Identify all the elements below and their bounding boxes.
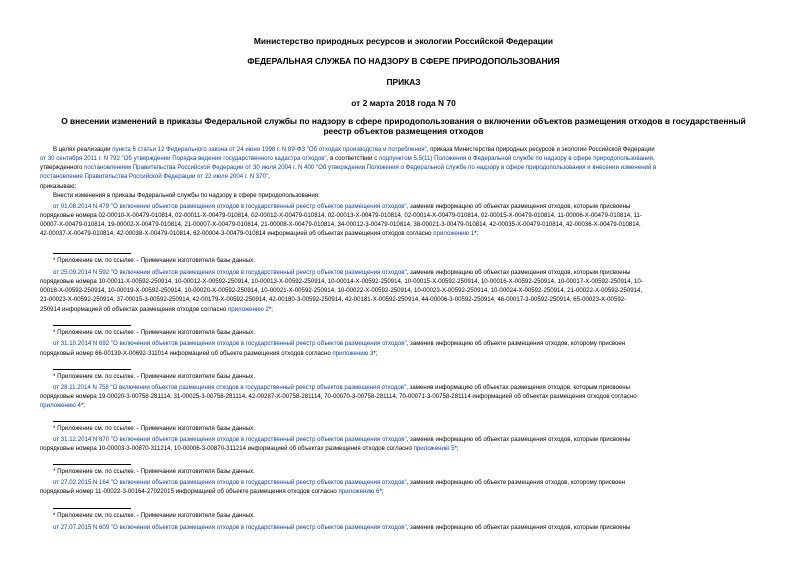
order-692-link[interactable]: от 31.10.2014 N 692 "О включении объектов размещения отходов в государственный реестр объектов размещения отходов" [53,340,407,347]
decree-370-link[interactable]: постановление Правительства Российской Федерации от 22 июля 2004 г. N 370" [40,173,269,180]
item-text: 250914 информацией об объектах размещения отходов согласно [40,306,228,313]
item-2-line-5 [40,306,785,314]
order-592-link[interactable]: от 25.09.2014 N 592 "О включении объектов размещения отходов в государственный реестр объектов размещения отходов" [53,269,407,276]
item-1-line-4 [40,230,785,238]
footnote-divider [53,508,131,509]
regulation-5-5-link[interactable]: подпунктом 5.5(11) Положения о Федеральной службе по надзору в сфере природопользования [378,155,653,162]
item-text: , заменив информацию об объекте размещения отходов, которому присвоен [406,340,626,347]
order-479-link[interactable]: от 01.08.2014 N 479 "О включении объектов размещения отходов в государственный реестр объектов размещения отходов" [53,203,407,210]
item-6-line-2 [40,488,785,496]
item-3-line-1 [53,340,785,348]
doc-type-heading: ПРИКАЗ [386,77,421,87]
item-text: *; [474,230,479,237]
doc-title-line-1: О внесении изменений в приказы Федеральной службы по надзору в сфере природопользования о включении объектов размещения отходов в государственный [61,116,746,126]
appendix-6-link[interactable]: приложению 6 [338,488,380,495]
preamble-text: , приказа Министерства природных ресурсов и экологии Российской Федерации [426,146,655,153]
item-text: 42-00037-Х-00479-010814, 42-00038-Х-00479-010814, 62-00004-3-00479-010814 информацией об объектах размещения отходов согласно [40,230,434,237]
law-89fz-link[interactable]: пункта 6 статьи 12 Федерального закона от 24 июня 1998 г. N 89-ФЗ "Об отходах производства и потребления" [112,146,427,153]
footnote-divider [53,369,131,370]
item-4-line-3 [40,402,785,410]
item-2-line-2: порядковые номера 10-00011-Х-00592-250914, 10-00012-Х-00592-250914, 10-00013-Х-00592-250914, 10-00014-Х-00592-250914, 10-00015-Х-00592-250914, 10-00016-Х-00592-250914, 10-00017-Х-00592-250914, 10- [40,278,643,285]
changes-intro: Внести изменения в приказы Федеральной службы по надзору в сфере природопользования: [53,192,320,199]
decree-400-link[interactable]: постановлением Правительства Российской Федерации от 30 июля 2004 г. N 400 "Об утверждении Положения о Федеральной службе по надзору в сфере природопользования и внесении изменений в [84,164,657,171]
order-758-link[interactable]: от 28.11.2014 N 758 "О включении объектов размещения отходов в государственный реестр объектов размещения отходов" [53,384,407,391]
item-5-line-1 [53,436,785,444]
item-text: , заменив информацию об объектах размещения отходов, которым присвоены [406,203,631,210]
doc-date: от 2 марта 2018 года N 70 [351,98,456,108]
footnote-1: * Приложение см. по ссылке. - Примечание изготовителя базы данных. [53,257,255,264]
footnote-divider [53,464,131,465]
item-text: *; [454,445,459,452]
item-4-line-1 [53,384,785,392]
preamble-line-2 [40,155,785,163]
order-792-link[interactable]: от 30 сентября 2011 г. N 792 "Об утверждении Порядка ведения государственного кадастра отходов" [40,155,327,162]
order-164-link[interactable]: от 27.02.2015 N 164 "О включении объектов размещения отходов в государственный реестр объектов размещения отходов" [53,479,407,486]
footnote-4: * Приложение см. по ссылке. - Примечание изготовителя базы данных. [53,425,255,432]
preamble-line-1 [53,146,785,154]
item-text: *; [379,488,384,495]
appendix-3-link[interactable]: приложению 3 [332,350,374,357]
item-4-line-2: порядковые номера 19-00020-3-00758-281114, 31-00025-3-00758-281114, 42-00287-Х-00758-281114, 70-00070-3-00758-281114, 70-00071-3-00758-281114 информацией об объектах размещения отходов согласно [40,393,637,400]
order-609-link[interactable]: от 27.07.2015 N 609 "О включении объектов размещения отходов в государственный реестр объектов размещения отходов" [53,524,407,531]
item-text: порядковый номер 66-00139-Х-00692-311014 информацией об объекте размещения отходов согласно [40,350,333,357]
item-text: , заменив информацию об объекте размещения отходов, которому присвоен [406,479,626,486]
item-1-line-1 [53,203,785,211]
item-text: , заменив информацию об объектах размещения отходов, которым присвоены [406,524,631,531]
item-text: *; [268,306,273,313]
item-1-line-2: порядковые номера 02-00010-Х-00479-010814, 02-00011-Х-00479-010814, 02-00012-Х-00479-010814, 02-00013-Х-00479-010814, 02-00014-Х-00479-010814, 02-00015-Х-00479-010814, 11-00006-Х-00479-010814, 11- [40,212,642,219]
doc-title-line-2: реестр объектов размещения отходов [323,126,484,136]
preamble-text: утвержденного [40,164,85,171]
footnote-5: * Приложение см. по ссылке. - Примечание изготовителя базы данных. [53,468,255,475]
item-6-line-1 [53,479,785,487]
item-text: , заменив информацию об объектах размещения отходов, которым присвоены [406,436,631,443]
appendix-5-link[interactable]: приложению 5 [413,445,455,452]
footnote-3: * Приложение см. по ссылке. - Примечание изготовителя базы данных. [53,373,255,380]
appendix-4-link[interactable]: приложению 4 [40,402,81,409]
preamble-line-3 [40,164,785,172]
item-text: , заменив информацию об объектах размещения отходов, которым присвоены [406,384,630,391]
item-3-line-2 [40,350,785,358]
item-2-line-1 [53,269,785,277]
footnote-divider [53,421,131,422]
ministry-heading: Министерство природных ресурсов и экологии Российской Федерации [253,36,554,46]
order-word: приказываю: [40,183,77,190]
item-2-line-3: 00018-Х-00592-250914, 10-00019-Х-00592-250914, 10-00020-Х-00592-250914, 10-00021-Х-00592-250914, 10-00022-Х-00592-250914, 10-00023-Х-00592-250914, 10-00024-Х-00592-250914, 21-00022-Х-00592-250914, [40,287,643,294]
footnote-2: * Приложение см. по ссылке. - Примечание изготовителя базы данных. [53,329,255,336]
item-text: *; [373,350,378,357]
service-heading: ФЕДЕРАЛЬНАЯ СЛУЖБА ПО НАДЗОРУ В СФЕРЕ ПРИРОДОПОЛЬЗОВАНИЯ [247,56,560,66]
item-text: , заменив информацию об объектах размещения отходов, которым присвоены [406,269,631,276]
preamble-text: , [652,155,655,162]
item-7-line-1 [53,524,785,532]
item-5-line-2 [40,445,785,453]
item-text: порядковый номер 11-00022-3-00164-27022015 информацией об объекте размещения отходов согласно [40,488,339,495]
footnote-6: * Приложение см. по ссылке. - Примечание изготовителя базы данных. [53,512,255,519]
item-text: *; [80,402,86,409]
appendix-2-link[interactable]: приложению 2 [227,306,269,313]
footnote-divider [53,253,131,254]
item-1-line-3: 00007-Х-00479-010814, 19-00002-Х-00479-010814, 21-00007-Х-00479-010814, 21-00008-Х-00479-010814, 34-00012-3-00479-010814, 38-00021-3-00479-010814, 42-00035-Х-00479-010814, 42-00036-Х-00479-010814, [40,221,641,228]
preamble-text: , в соответствии с [326,155,379,162]
preamble-line-4 [40,173,785,181]
preamble-text: В целях реализации [53,146,113,153]
preamble-text: , [268,173,270,180]
item-2-line-4: 21-00023-Х-00592-250914, 37-00015-3-00592-250914, 42-00179-Х-00592-250914, 42-00180-3-00592-250914, 42-00181-Х-00592-250914, 44-00006-3-00592-250914, 46-00017-3-00592-250914, 65-00023-Х-00592- [40,296,627,303]
footnote-divider [53,325,131,326]
appendix-1-link[interactable]: приложению 1 [433,230,475,237]
item-text: порядковые номера 10-00003-3-00870-311214, 10-00006-3-00870-311214 информацией об объектах размещения отходов согласно [40,445,414,452]
order-870-link[interactable]: от 31.12.2014 N 870 "О включении объектов размещения отходов в государственный реестр объектов размещения отходов" [53,436,407,443]
